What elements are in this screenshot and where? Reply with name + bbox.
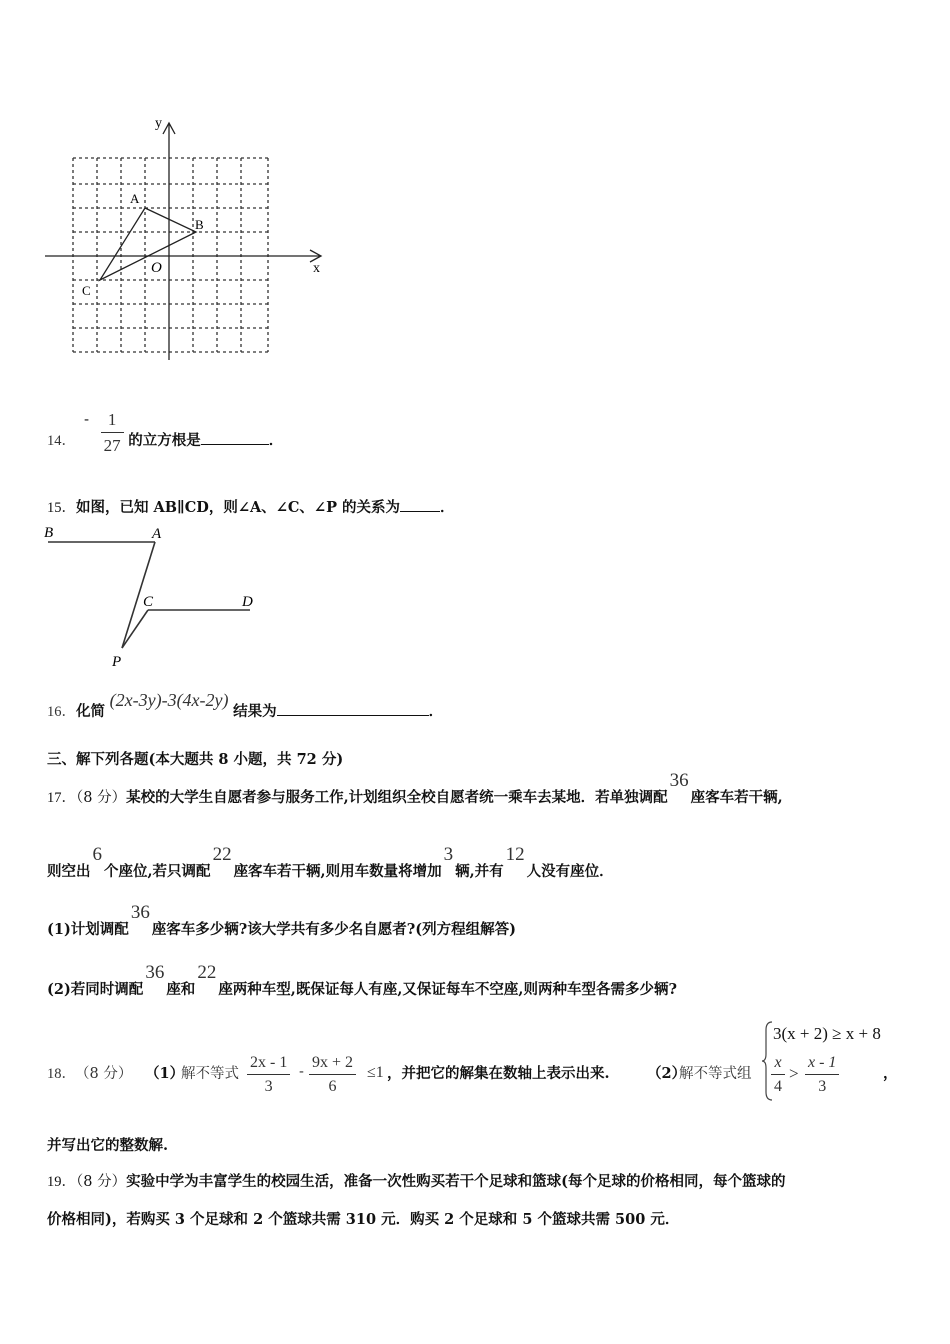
y-axis-label: y xyxy=(155,116,162,131)
question-17-part-2 xyxy=(47,962,677,1000)
q17-p1-num-36: 36 xyxy=(130,902,150,923)
q18-sys-gt: > xyxy=(789,1064,799,1083)
q17-text-1a: 某校的大学生自愿者参与服务工作,计划组织全校自愿者统一乘车去某地．若单独调配 xyxy=(126,789,668,806)
triangle-abc xyxy=(100,208,196,280)
q18-f2-denominator: 6 xyxy=(328,1078,337,1095)
q17-p2-num-36: 36 xyxy=(145,962,165,983)
question-17-line-1 xyxy=(47,770,783,808)
q16-answer-blank xyxy=(277,703,429,716)
q14-frac-numerator: 1 xyxy=(101,410,124,433)
q15-answer-blank xyxy=(400,499,440,512)
point-b-label: B xyxy=(195,217,204,232)
q19-text-2: 价格相同)，若购买 3 个足球和 2 个篮球共需 310 元．购买 2 个足球和 5 个篮球共需 500 元． xyxy=(47,1211,680,1228)
q18-part2-text: 解不等式组 xyxy=(679,1066,752,1082)
section-3-heading xyxy=(47,748,343,769)
q17-number: 17． xyxy=(47,790,76,806)
question-17-part-1 xyxy=(47,902,517,940)
q18-f2-numerator: 9x + 2 xyxy=(309,1054,356,1075)
q18-sys-fraction-1 xyxy=(771,1054,785,1096)
q19-number: 19． xyxy=(47,1174,76,1190)
question-14 xyxy=(47,410,283,456)
q18-comma: ， xyxy=(883,1065,898,1082)
q19-text-1: 实验中学为丰富学生的校园生活，准备一次性购买若干个足球和篮球(每个足球的价格相同，每个篮球的 xyxy=(126,1173,786,1190)
question-19-line-2 xyxy=(47,1208,679,1229)
q14-number: 14． xyxy=(47,433,76,449)
question-19-line-1 xyxy=(47,1170,785,1191)
q18-part1-text1: 解不等式 xyxy=(181,1066,239,1082)
question-18 xyxy=(47,1020,917,1110)
q14-answer-blank xyxy=(201,432,269,445)
q17-p2-text-b: 座和 xyxy=(166,981,196,998)
q16-prefix: 化简 xyxy=(76,703,105,720)
q18-part2-label: （2） xyxy=(647,1065,687,1082)
q18-sys-f1-numerator: x xyxy=(771,1054,785,1075)
q15-number: 15． xyxy=(47,500,76,516)
q18-part1-label: （1） xyxy=(145,1065,185,1082)
q18-sys-fraction-2 xyxy=(805,1054,839,1096)
q17-text-2c: 座客车若干辆,则用车数量将增加 xyxy=(233,863,442,880)
q18-line-2-text: 并写出它的整数解. xyxy=(47,1137,169,1154)
q18-fraction-2 xyxy=(309,1054,356,1096)
question-18-line-2 xyxy=(47,1134,168,1155)
q17-num-12: 12 xyxy=(505,844,525,865)
q18-f1-numerator: 2x - 1 xyxy=(247,1054,290,1075)
grid-lines xyxy=(73,158,268,352)
q17-p2-num-22: 22 xyxy=(197,962,217,983)
point-c-label: C xyxy=(82,283,91,298)
parallel-lines-figure xyxy=(40,522,270,672)
q18-fraction-1 xyxy=(247,1054,290,1096)
q17-text-2b: 个座位,若只调配 xyxy=(104,863,211,880)
q18-sys-f2-numerator: x - 1 xyxy=(805,1054,839,1075)
q18-sys-f1-denominator: 4 xyxy=(774,1078,782,1095)
q19-score: （8 分） xyxy=(76,1174,127,1190)
q15-text: 如图，已知 AB∥CD，则∠A、∠C、∠P 的关系为 xyxy=(76,499,401,516)
x-axis-label: x xyxy=(313,261,320,276)
q16-end: ． xyxy=(428,703,444,720)
fig-label-p: P xyxy=(112,654,122,670)
line-pc xyxy=(122,610,148,648)
fig-label-c: C xyxy=(143,594,154,610)
q16-number: 16． xyxy=(47,704,76,720)
q18-part1-text2: ，并把它的解集在数轴上表示出来. xyxy=(387,1065,610,1082)
q17-p2-text-a: (2)若同时调配 xyxy=(47,981,144,998)
q15-end: ． xyxy=(440,499,455,516)
question-15 xyxy=(47,496,455,517)
q17-num-22: 22 xyxy=(212,844,232,865)
q18-sys-f2-denominator: 3 xyxy=(818,1078,827,1095)
q17-text-1b: 座客车若干辆, xyxy=(690,789,783,806)
q17-num-6: 6 xyxy=(92,844,102,865)
q18-number: 18． xyxy=(47,1066,76,1082)
q17-num-3: 3 xyxy=(443,844,454,865)
fig-label-b: B xyxy=(44,525,54,541)
q17-p1-text-a: (1)计划调配 xyxy=(47,921,129,938)
q14-end: ． xyxy=(268,432,284,449)
q16-suffix: 结果为 xyxy=(233,703,277,720)
question-17-line-2 xyxy=(47,844,614,882)
question-16 xyxy=(47,690,444,721)
q17-text-2d: 辆,并有 xyxy=(455,863,504,880)
q16-expression: (2x-3y)-3(4x-2y) xyxy=(109,690,229,710)
fig-label-a: A xyxy=(152,526,162,542)
q14-frac-denominator: 27 xyxy=(103,436,121,455)
coordinate-graph xyxy=(40,110,335,370)
section-3-title: 三、解下列各题(本大题共 8 小题，共 72 分) xyxy=(47,751,344,768)
q17-p2-text-c: 座两种车型,既保证每人有座,又保证每车不空座,则两种车型各需多少辆? xyxy=(218,981,677,998)
q17-text-2e: 人没有座位． xyxy=(526,863,614,880)
q18-leq: ≤1 xyxy=(367,1064,384,1081)
fig-label-d: D xyxy=(242,594,253,610)
q18-system-line-1: 3(x + 2) ≥ x + 8 xyxy=(773,1024,881,1043)
point-a-label: A xyxy=(130,191,140,206)
q17-text-2a: 则空出 xyxy=(47,863,91,880)
q18-score: （8 分） xyxy=(75,1066,133,1082)
q18-f1-denominator: 3 xyxy=(264,1078,273,1095)
q18-minus: - xyxy=(299,1064,304,1080)
q17-p1-text-b: 座客车多少辆?该大学共有多少名自愿者?(列方程组解答) xyxy=(151,921,517,938)
q14-sign: - xyxy=(84,410,90,428)
q17-score: （8 分） xyxy=(76,790,127,806)
origin-label: O xyxy=(151,260,162,276)
q14-text: 的立方根是 xyxy=(128,432,201,449)
q17-num-36: 36 xyxy=(669,770,689,791)
q14-fraction xyxy=(101,410,124,456)
